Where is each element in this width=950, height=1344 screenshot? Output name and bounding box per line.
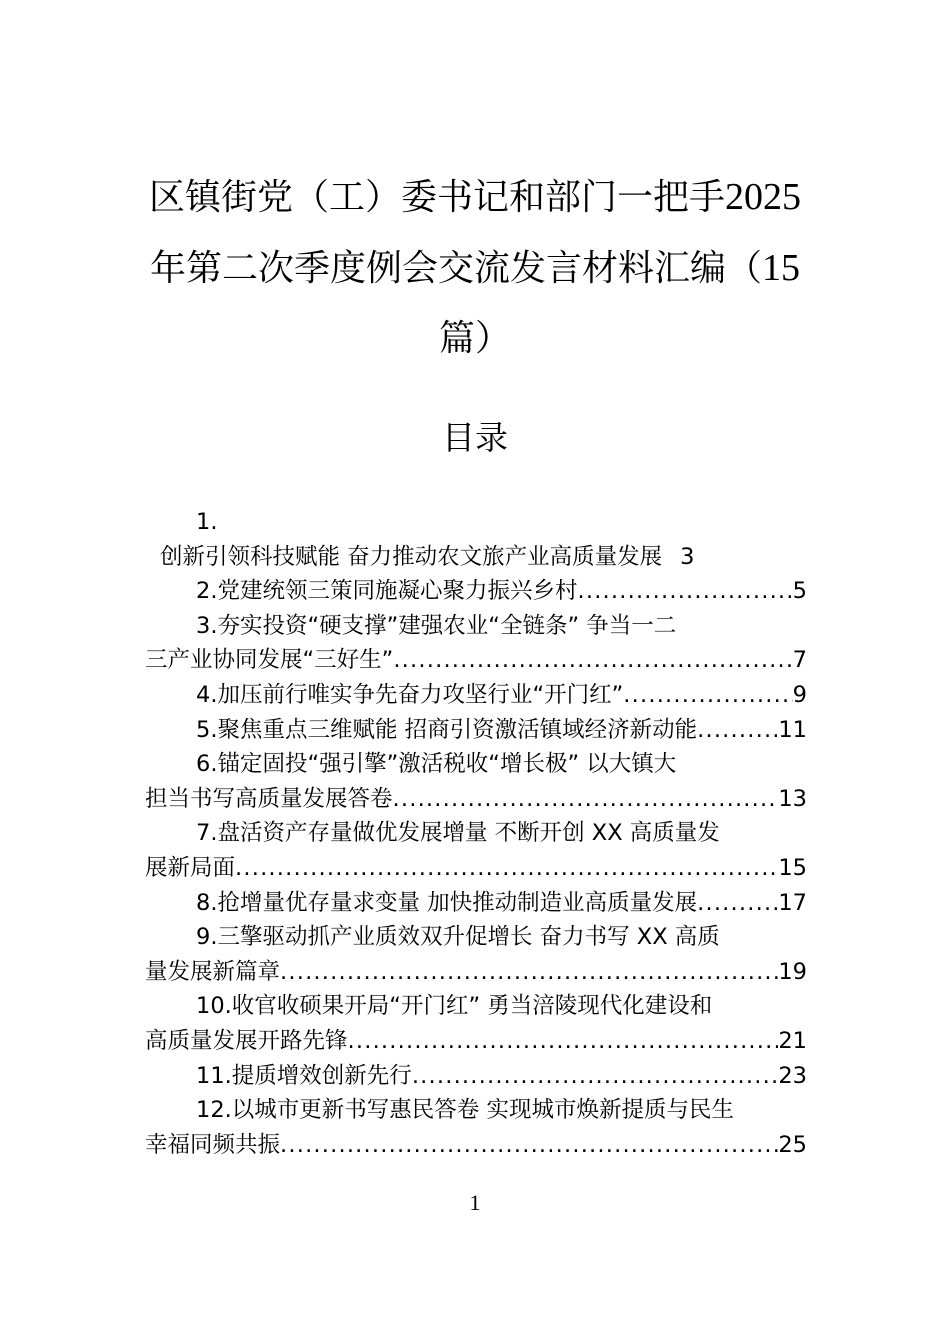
toc-entry-title: 聚焦重点三维赋能 招商引资激活镇域经济新动能	[217, 716, 698, 743]
leader-dots	[393, 643, 792, 678]
toc-entry-number: 5.	[196, 716, 218, 743]
title-line-3: 篇）	[438, 318, 511, 359]
toc-entry-page: 5	[792, 578, 807, 605]
toc-entry-number: 9.	[196, 924, 218, 951]
leader-dots	[393, 782, 779, 817]
toc-entry-page: 13	[778, 785, 807, 812]
toc-entry-8[interactable]	[145, 886, 807, 921]
toc-entry-page: 23	[778, 1062, 807, 1089]
leader-dots	[235, 851, 778, 886]
toc-entry-title: 盘活资产存量做优发展增量 不断开创 XX 高质量发	[217, 820, 720, 847]
toc-entry-page: 25	[778, 1131, 807, 1158]
toc-entry-10[interactable]	[145, 989, 807, 1058]
toc-entry-page: 11	[778, 716, 807, 743]
toc-entry-page: 17	[778, 889, 807, 916]
toc-entry-number: 10.	[196, 993, 232, 1020]
toc-entry-number: 2.	[196, 578, 218, 605]
toc-entry-11[interactable]	[145, 1059, 807, 1094]
toc-entry-9[interactable]	[145, 920, 807, 989]
toc-entry-title: 抢增量优存量求变量 加快推动制造业高质量发展	[217, 889, 698, 916]
toc-entry-number: 4.	[196, 681, 218, 708]
toc-entry-title: 创新引领科技赋能 奋力推动农文旅产业高质量发展	[160, 543, 663, 570]
title-line-1: 区镇街党（工）委书记和部门一把手2025	[148, 176, 801, 218]
leader-dots	[623, 678, 792, 713]
toc-entry-page: 15	[778, 854, 807, 881]
toc-entry-title: 收官收硕果开局“开门红” 勇当涪陵现代化建设和	[231, 993, 713, 1020]
toc-entry-number: 3.	[196, 612, 218, 639]
toc-entry-3[interactable]	[145, 609, 807, 678]
toc-entry-5[interactable]	[145, 713, 807, 748]
toc-entry-title: 提质增效创新先行	[231, 1062, 412, 1089]
toc-entry-title-cont: 幸福同频共振	[145, 1131, 281, 1158]
toc-entry-page: 9	[792, 681, 807, 708]
title-line-2: 年第二次季度例会交流发言材料汇编（15	[149, 247, 800, 289]
toc-entry-title-cont: 高质量发展开路先锋	[145, 1027, 348, 1054]
toc-entry-title: 以城市更新书写惠民答卷 实现城市焕新提质与民生	[231, 1097, 734, 1124]
toc-entry-number: 12.	[196, 1097, 232, 1124]
leader-dots	[697, 713, 778, 748]
toc-entry-page: 7	[792, 647, 807, 674]
toc-entry-title-cont: 展新局面	[145, 854, 236, 881]
leader-dots	[697, 886, 778, 921]
table-of-contents	[145, 505, 807, 1162]
toc-entry-2[interactable]	[145, 574, 807, 609]
toc-entry-page: 19	[778, 958, 807, 985]
toc-entry-title-cont: 担当书写高质量发展答卷	[145, 785, 393, 812]
leader-dots	[280, 955, 778, 990]
toc-entry-title-cont: 量发展新篇章	[145, 958, 281, 985]
document-title	[145, 162, 805, 374]
toc-entry-4[interactable]	[145, 678, 807, 713]
page-number: 1	[469, 1190, 481, 1215]
toc-entry-number: 1.	[196, 509, 218, 535]
toc-entry-number: 8.	[196, 889, 218, 916]
toc-entry-title: 锚定固投“强引擎”激活税收“增长极” 以大镇大	[217, 751, 677, 778]
leader-dots	[348, 1024, 779, 1059]
toc-entry-page: 3	[680, 543, 695, 570]
leader-dots	[412, 1059, 779, 1094]
toc-entry-number: 6.	[196, 751, 218, 778]
toc-entry-title: 夯实投资“硬支撑”建强农业“全链条” 争当一二	[217, 612, 677, 639]
toc-heading: 目录	[442, 418, 508, 457]
toc-entry-title-cont: 三产业协同发展“三好生”	[145, 647, 394, 674]
leader-dots	[577, 574, 792, 609]
toc-entry-number: 11.	[196, 1062, 232, 1089]
toc-entry-title: 党建统领三策同施凝心聚力振兴乡村	[217, 578, 578, 605]
toc-entry-page: 21	[778, 1027, 807, 1054]
toc-entry-6[interactable]	[145, 747, 807, 816]
leader-dots	[280, 1128, 778, 1163]
toc-entry-number: 7.	[196, 820, 218, 847]
toc-entry-title: 加压前行唯实争先奋力攻坚行业“开门红”	[217, 681, 624, 708]
toc-entry-1[interactable]	[145, 505, 807, 574]
toc-entry-12[interactable]	[145, 1093, 807, 1162]
toc-entry-title: 三擎驱动抓产业质效双升促增长 奋力书写 XX 高质	[217, 924, 720, 951]
toc-entry-7[interactable]	[145, 816, 807, 885]
